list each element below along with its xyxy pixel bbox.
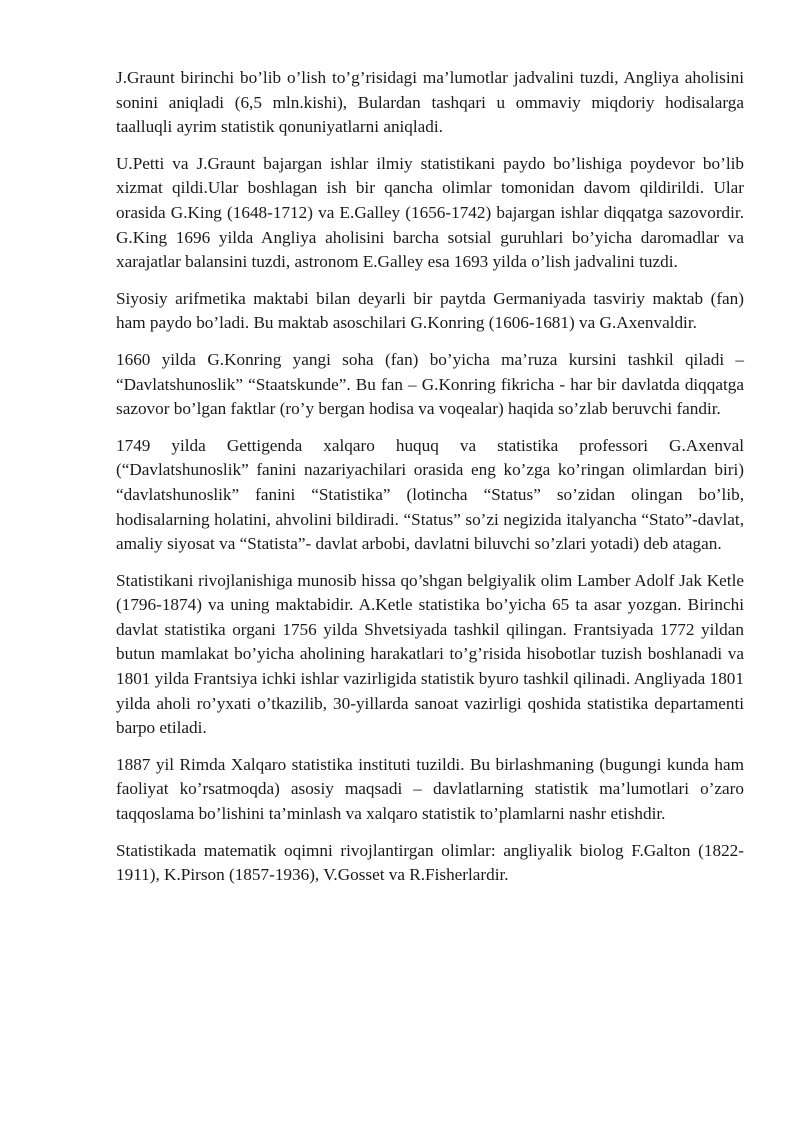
document-page (116, 66, 744, 900)
paragraph-axenval: 1749 yilda Gettigenda xalqaro huquq va statistika professori G.Axenval (“Davlatshunoslik” fanini nazariyachilari orasida eng ko’zga ko’ringan olimlardan biri) “davlatshunoslik” fanini “Statistika” (lotincha “Status” so’zidan olingan bo’lib, hodisalarning holatini, ahvolini bildiradi. “Status” so’zi negizida italyancha “Stato”-davlat, amaliy siyosat va “Statista”- davlat arbobi, davlatni biluvchi so’zlari yotadi) deb atagan. (116, 435, 744, 554)
paragraph-ketle: Statistikani rivojlanishiga munosib hissa qo’shgan belgiyalik olim Lamber Adolf Jak Ketle (1796-1874) va uning maktabidir. A.Ketle statistika bo’yicha 65 ta asar yozgan. Birinchi davlat statistika organi 1756 yilda Shvetsiyada tashkil qilingan. Frantsiyada 1772 yildan butun mamlakat bo’yicha aholining harakatlari to’g’risida hisobotlar tuzish boshlanadi va 1801 yilda Frantsiya ichki ishlar vazirligida statistik byuro tashkil qilinadi. Angliyada 1801 yilda aholi ro’yxati o’tkazilib, 30-yillarda sanoat vazirligi qoshida statistika departamenti barpo etiladi. (116, 570, 744, 738)
paragraph-petti-graunt: U.Petti va J.Graunt bajargan ishlar ilmiy statistikani paydo bo’lishiga poydevor bo’lib xizmat qildi.Ular boshlagan ish bir qancha olimlar tomonidan davom qildirildi. Ular orasida G.King (1648-1712) va E.Galley (1656-1742) bajargan ishlar diqqatga sazovordir. G.King 1696 yilda Angliya aholisini barcha sotsial guruhlari bo’yicha daromadlar va xarajatlar balansini tuzdi, astronom E.Galley esa 1693 yilda o’lish jadvalini tuzdi. (116, 153, 744, 272)
paragraph-rome-institute: 1887 yil Rimda Xalqaro statistika instituti tuzildi. Bu birlashmaning (bugungi kunda ham faoliyat ko’rsatmoqda) asosiy maqsadi – davlatlarning statistik ma’lumotlari o’zaro taqqoslama bo’lishini ta’minlash va xalqaro statistik to’plamlarni nashr etishdir. (116, 754, 744, 824)
paragraph-graunt: J.Graunt birinchi bo’lib o’lish to’g’risidagi ma’lumotlar jadvalini tuzdi, Angliya aholisini sonini aniqladi (6,5 mln.kishi), Bulardan tashqari u ommaviy miqdoriy hodisalarga taalluqli ayrim statistik qonuniyatlarni aniqladi. (116, 68, 744, 137)
paragraph-konring: 1660 yilda G.Konring yangi soha (fan) bo’yicha ma’ruza kursini tashkil qiladi – “Davlatshunoslik” “Staatskunde”. Bu fan – G.Konring fikricha - har bir davlatda diqqatga sazovor bo’lgan faktlar (ro’y bergan hodisa va voqealar) haqida so’zlab beruvchi fandir. (116, 349, 744, 419)
paragraph-germany-school: Siyosiy arifmetika maktabi bilan deyarli bir paytda Germaniyada tasviriy maktab (fan) ham paydo bo’ladi. Bu maktab asoschilari G.Konring (1606-1681) va G.Axenvaldir. (116, 288, 744, 333)
paragraph-mathematical-stream: Statistikada matematik oqimni rivojlantirgan olimlar: angliyalik biolog F.Galton (1822-1911), K.Pirson (1857-1936), V.Gosset va R.Fisherlardir. (116, 840, 744, 885)
